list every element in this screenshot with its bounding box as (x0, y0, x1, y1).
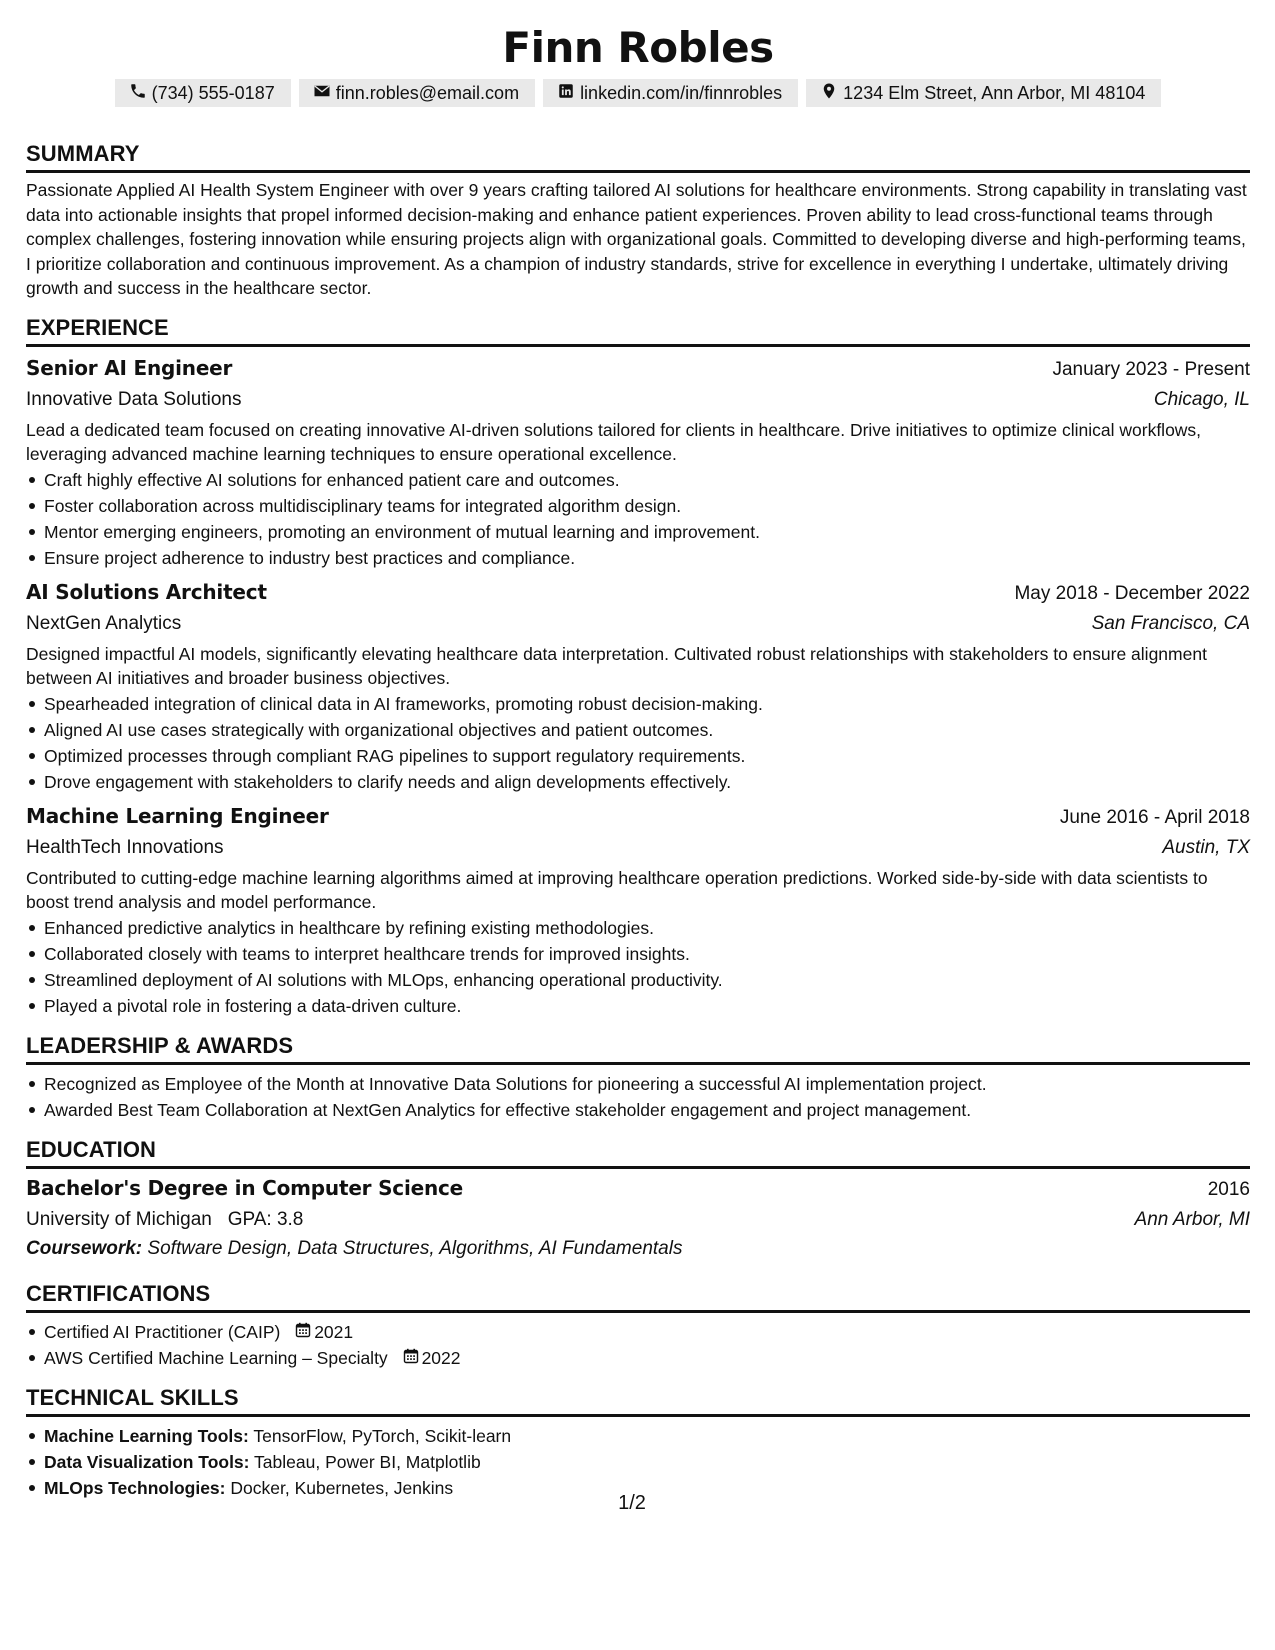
summary-section (26, 141, 1250, 301)
skills-section (26, 1385, 1250, 1501)
job-location: San Francisco, CA (1091, 612, 1250, 634)
school-info (26, 1205, 303, 1235)
contact-email[interactable] (299, 79, 535, 107)
list-item: Drove engagement with stakeholders to clarify needs and align developments effectively. (26, 769, 1250, 795)
phone-icon (129, 82, 147, 105)
list-item (26, 1345, 1250, 1371)
company-name: Innovative Data Solutions (26, 388, 242, 410)
skill-value: TensorFlow, PyTorch, Scikit-learn (253, 1425, 512, 1446)
job-bullets (26, 915, 1250, 1019)
leadership-section (26, 1033, 1250, 1123)
awards-list (26, 1071, 1250, 1123)
contact-linkedin[interactable] (543, 79, 798, 107)
skill-label: Data Visualization Tools: (44, 1451, 250, 1472)
coursework-label: Coursework: (26, 1237, 143, 1259)
section-title: SUMMARY (26, 141, 1250, 173)
school-name: University of Michigan (26, 1208, 212, 1230)
school-location: Ann Arbor, MI (1134, 1208, 1250, 1230)
job-description: Designed impactful AI models, significantly elevating healthcare data interpretation. Cultivated robust relationships with stakeholders to ensure alignment between AI initiatives and broader business objectives. (26, 643, 1207, 688)
company-name: HealthTech Innovations (26, 836, 224, 858)
job-description: Contributed to cutting-edge machine learning algorithms aimed at improving healthcare operation predictions. Worked side-by-side with data scientists to boost trend analysis and model performance. (26, 867, 1208, 912)
graduation-year: 2016 (1207, 1178, 1250, 1200)
skill-value: Docker, Kubernetes, Jenkins (230, 1477, 454, 1498)
list-item (26, 1319, 1250, 1345)
company-name: NextGen Analytics (26, 612, 182, 634)
contact-phone[interactable] (115, 79, 291, 107)
list-item: Craft highly effective AI solutions for enhanced patient care and outcomes. (26, 467, 1250, 493)
job-date: May 2018 - December 2022 (1014, 582, 1250, 604)
section-title: EXPERIENCE (26, 315, 1250, 347)
job-entry (26, 353, 1250, 571)
linkedin-icon (557, 82, 575, 105)
skill-value: Tableau, Power BI, Matplotlib (254, 1451, 481, 1472)
calendar-icon (295, 1319, 311, 1345)
skills-list (26, 1423, 1250, 1501)
list-item: Recognized as Employee of the Month at Innovative Data Solutions for pioneering a successful AI implementation project. (26, 1071, 1250, 1097)
gpa: GPA: 3.8 (227, 1208, 304, 1230)
list-item: Mentor emerging engineers, promoting an environment of mutual learning and improvement. (26, 519, 1250, 545)
skill-label: Machine Learning Tools: (44, 1425, 249, 1446)
cert-year (295, 1319, 353, 1345)
cert-name: Certified AI Practitioner (CAIP) (44, 1321, 281, 1342)
coursework-list: Software Design, Data Structures, Algorithms, AI Fundamentals (147, 1237, 683, 1259)
list-item: Enhanced predictive analytics in healthcare by refining existing methodologies. (26, 915, 1250, 941)
list-item: Streamlined deployment of AI solutions with MLOps, enhancing operational productivity. (26, 967, 1250, 993)
list-item: Awarded Best Team Collaboration at NextGen Analytics for effective stakeholder engagement and project management. (26, 1097, 1250, 1123)
degree-title: Bachelor's Degree in Computer Science (26, 1175, 464, 1200)
list-item: Ensure project adherence to industry best practices and compliance. (26, 545, 1250, 571)
job-location: Austin, TX (1162, 836, 1250, 858)
list-item: Spearheaded integration of clinical data in AI frameworks, promoting robust decision-making. (26, 691, 1250, 717)
calendar-icon (403, 1345, 419, 1371)
job-description: Lead a dedicated team focused on creating innovative AI-driven solutions tailored for clients in healthcare. Drive initiatives to optimize clinical workflows, leveraging advanced machine learning techniques to ensure operational excellence. (26, 419, 1202, 464)
cert-year-text: 2022 (421, 1347, 461, 1368)
candidate-name: Finn Robles (502, 23, 774, 72)
resume-page (26, 0, 1250, 1514)
job-location: Chicago, IL (1153, 388, 1250, 410)
cert-year (403, 1345, 461, 1371)
list-item: Played a pivotal role in fostering a data-driven culture. (26, 993, 1250, 1019)
job-bullets (26, 467, 1250, 571)
list-item: Optimized processes through compliant RAG pipelines to support regulatory requirements. (26, 743, 1250, 769)
contact-bar (26, 79, 1250, 107)
cert-name: AWS Certified Machine Learning – Specialty (44, 1347, 388, 1368)
envelope-icon (313, 82, 331, 105)
job-title: Machine Learning Engineer (26, 803, 329, 828)
job-date: June 2016 - April 2018 (1059, 806, 1250, 828)
list-item (26, 1423, 1250, 1449)
section-title: LEADERSHIP & AWARDS (26, 1033, 1250, 1065)
section-title: TECHNICAL SKILLS (26, 1385, 1250, 1417)
skill-label: MLOps Technologies: (44, 1477, 226, 1498)
list-item (26, 1449, 1250, 1475)
section-title: EDUCATION (26, 1137, 1250, 1169)
page-number: 1/2 (618, 1492, 646, 1514)
experience-section (26, 315, 1250, 1019)
job-title: Senior AI Engineer (26, 355, 233, 380)
certifications-list (26, 1319, 1250, 1371)
education-section (26, 1137, 1250, 1263)
list-item: Collaborated closely with teams to interpret healthcare trends for improved insights. (26, 941, 1250, 967)
job-title: AI Solutions Architect (26, 579, 267, 604)
cert-year-text: 2021 (314, 1321, 354, 1342)
summary-text: Passionate Applied AI Health System Engineer with over 9 years crafting tailored AI solutions for healthcare environments. Strong capability in translating vast data into actionable insights that propel informed decision-making and enhance patient experiences. Proven ability to lead cross-functional teams through complex challenges, fostering innovation while ensuring projects align with organizational goals. Committed to developing diverse and high-performing teams, I prioritize collaboration and continuous improvement. As a champion of industry standards, strive for excellence in everything I undertake, ultimately driving growth and success in the healthcare sector. (26, 180, 1247, 298)
map-pin-icon (820, 82, 838, 105)
job-bullets (26, 691, 1250, 795)
section-title: CERTIFICATIONS (26, 1281, 1250, 1313)
certifications-section (26, 1281, 1250, 1371)
contact-address (806, 79, 1161, 107)
job-entry (26, 801, 1250, 1019)
job-entry (26, 577, 1250, 795)
list-item: Foster collaboration across multidisciplinary teams for integrated algorithm design. (26, 493, 1250, 519)
contact-linkedin-text: linkedin.com/in/finnrobles (580, 83, 783, 103)
coursework (26, 1235, 1250, 1263)
contact-phone-text: (734) 555-0187 (151, 83, 275, 103)
contact-address-text: 1234 Elm Street, Ann Arbor, MI 48104 (843, 83, 1146, 103)
job-date: January 2023 - Present (1052, 358, 1250, 380)
contact-email-text: finn.robles@email.com (335, 83, 520, 103)
list-item: Aligned AI use cases strategically with organizational objectives and patient outcomes. (26, 717, 1250, 743)
